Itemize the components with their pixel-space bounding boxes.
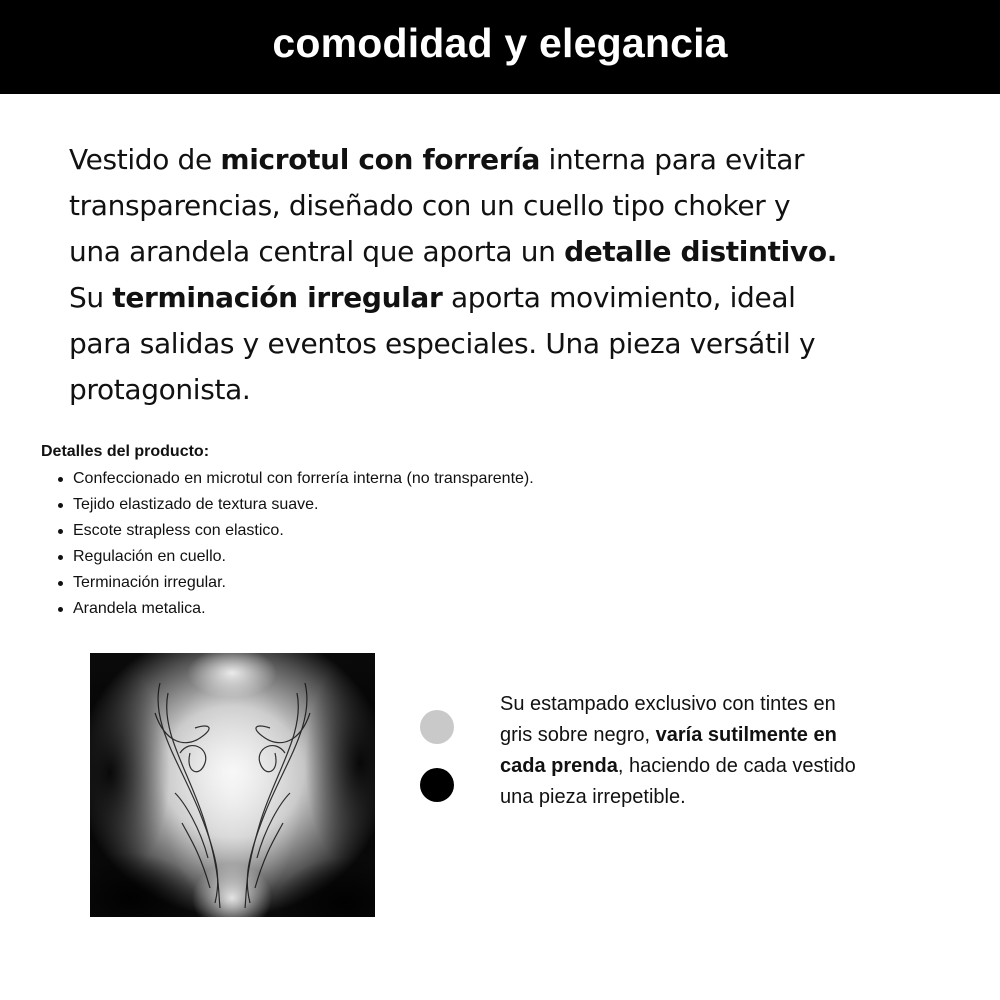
description-text: una arandela central que aporta un (69, 235, 565, 268)
print-description-bold-text: cada prenda (500, 755, 618, 777)
print-description-text: , haciendo de cada vestido (617, 755, 856, 777)
description-line (69, 275, 949, 321)
description-text: interna para evitar (540, 143, 805, 176)
page-title: comodidad y elegancia (272, 19, 728, 66)
details-heading: Detalles del producto: (41, 443, 210, 460)
description-line (69, 137, 949, 183)
bullet-icon (58, 581, 63, 586)
description-bold-text: detalle distintivo. (564, 235, 837, 268)
list-item (41, 492, 741, 518)
print-description-bold-text: varía sutilmente en (655, 724, 837, 746)
description-line (69, 183, 949, 229)
description-bold-text: microtul con forrería (220, 143, 540, 176)
print-description (500, 689, 940, 813)
description-text: protagonista. (69, 373, 251, 406)
fabric-print-graphic (90, 653, 375, 917)
list-item-label: Regulación en cuello. (73, 548, 226, 565)
list-item (41, 544, 741, 570)
print-description-text: gris sobre negro, (500, 724, 656, 746)
print-description-line (500, 720, 940, 751)
print-description-line (500, 689, 940, 720)
list-item-label: Escote strapless con elastico. (73, 522, 284, 539)
details-list (41, 466, 741, 622)
product-description (69, 137, 949, 413)
description-line (69, 367, 949, 413)
bullet-icon (58, 529, 63, 534)
description-bold-text: terminación irregular (112, 281, 443, 314)
description-text: para salidas y eventos especiales. Una pieza versátil y (69, 327, 816, 360)
fabric-print-image (90, 653, 375, 917)
list-item (41, 570, 741, 596)
bullet-icon (58, 477, 63, 482)
bullet-icon (58, 607, 63, 612)
bullet-icon (58, 503, 63, 508)
description-text: Su (69, 281, 113, 314)
print-description-line (500, 782, 940, 813)
list-item (41, 466, 741, 492)
list-item (41, 518, 741, 544)
grey-color-swatch (420, 710, 454, 744)
list-item-label: Arandela metalica. (73, 600, 206, 617)
list-item-label: Tejido elastizado de textura suave. (73, 496, 319, 513)
print-description-line (500, 751, 940, 782)
bullet-icon (58, 555, 63, 560)
black-color-swatch (420, 768, 454, 802)
description-line (69, 229, 949, 275)
list-item (41, 596, 741, 622)
header-bar (0, 0, 1000, 94)
list-item-label: Confeccionado en microtul con forrería interna (no transparente). (73, 470, 534, 487)
product-details (41, 441, 741, 622)
description-text: transparencias, diseñado con un cuello tipo choker y (69, 189, 791, 222)
description-line (69, 321, 949, 367)
print-description-text: Su estampado exclusivo con tintes en (500, 693, 836, 715)
description-text: aporta movimiento, ideal (442, 281, 796, 314)
description-text: Vestido de (69, 143, 221, 176)
list-item-label: Terminación irregular. (73, 574, 226, 591)
print-description-text: una pieza irrepetible. (500, 786, 686, 808)
